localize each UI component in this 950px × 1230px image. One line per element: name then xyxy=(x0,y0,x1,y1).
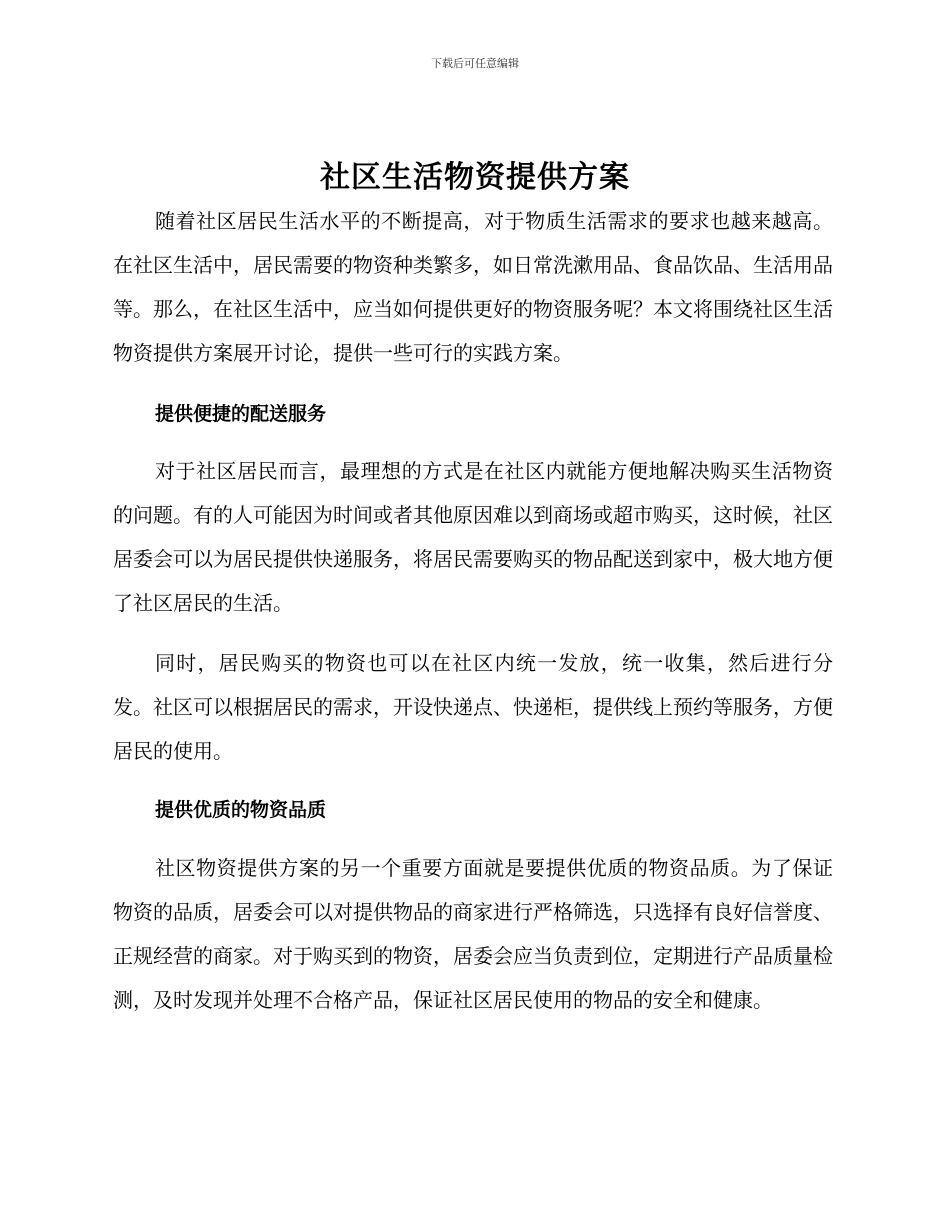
intro-paragraph: 随着社区居民生活水平的不断提高，对于物质生活需求的要求也越来越高。在社区生活中，居民需要的物资种类繁多，如日常洗漱用品、食品饮品、生活用品等。那么，在社区生活中，应当如何提供更好的物资服务呢？本文将围绕社区生活物资提供方案展开讨论，提供一些可行的实践方案。 xyxy=(113,209,833,365)
delivery-heading-wrap xyxy=(113,402,833,426)
delivery-paragraph-2: 同时，居民购买的物资也可以在社区内统一发放，统一收集，然后进行分发。社区可以根据居民的需求，开设快递点、快递柜，提供线上预约等服务，方便居民的使用。 xyxy=(113,651,833,763)
quality-paragraph-1: 社区物资提供方案的另一个重要方面就是要提供优质的物资品质。为了保证物资的品质，居委会可以对提供物品的商家进行严格筛选，只选择有良好信誉度、正规经营的商家。对于购买到的物资，居委会应当负责到位，定期进行产品质量检测，及时发现并处理不合格产品，保证社区居民使用的物品的安全和健康。 xyxy=(113,856,833,1012)
header-note: 下载后可任意编辑 xyxy=(431,57,519,70)
delivery-section-1 xyxy=(113,449,833,625)
delivery-section-2 xyxy=(113,641,833,773)
delivery-paragraph-1: 对于社区居民而言，最理想的方式是在社区内就能方便地解决购买生活物资的问题。有的人可能因为时间或者其他原因难以到商场或超市购买，这时候，社区居委会可以为居民提供快递服务，将居民需要购买的物品配送到家中，极大地方便了社区居民的生活。 xyxy=(113,459,833,615)
intro-section xyxy=(113,199,833,375)
document-title: 社区生活物资提供方案 xyxy=(320,160,630,195)
section-heading-quality: 提供优质的物资品质 xyxy=(155,799,327,821)
quality-heading-wrap xyxy=(113,798,833,822)
quality-section-1 xyxy=(113,846,833,1022)
section-heading-delivery: 提供便捷的配送服务 xyxy=(155,403,327,425)
